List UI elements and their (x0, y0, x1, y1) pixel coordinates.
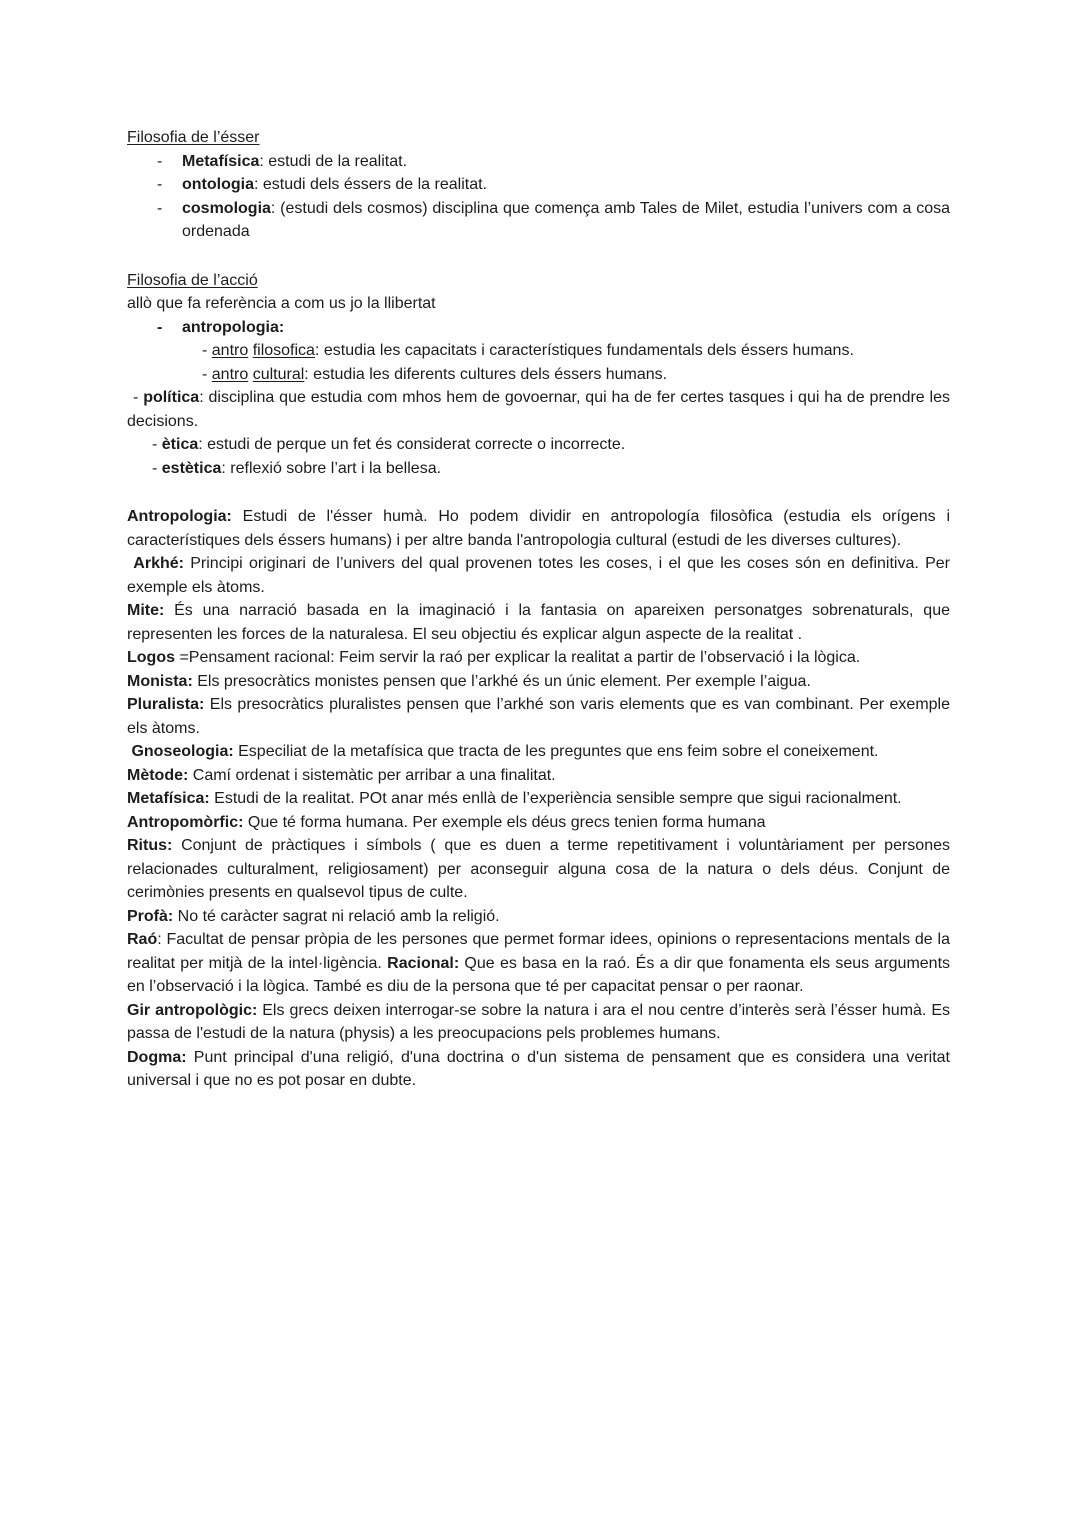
bullet-dash: - (157, 199, 163, 217)
list-item-metafisica (127, 150, 950, 174)
text-run: Ritus: (127, 837, 173, 854)
list-item-cosmologia (127, 197, 950, 244)
definition-pluralista (127, 693, 950, 740)
text-run: : reflexió sobre l’art i la bellesa. (221, 459, 442, 477)
definition-gir-antropologic (127, 999, 950, 1046)
text-run: Gir antropològic: (127, 1001, 258, 1019)
bullet-dash: - (157, 176, 163, 193)
text-run: Camí ordenat i sistemàtic per arribar a una finalitat. (188, 766, 556, 784)
text-run: Raó (127, 931, 158, 948)
definition-gnoseologia (127, 740, 950, 764)
text-run: Monista: (127, 672, 193, 690)
text-run: Conjunt de pràctiques i símbols ( que es duen a terme repetitivament i voluntàriament per persones relacionades culturalment, religiosament) per aconseguir alguna cosa de la natura o dels déus. Conjunt de cerimònies presents en qualsevol tipus de culte. (127, 837, 950, 901)
text-run: antropologia: (182, 318, 285, 336)
text-run: Antropomòrfic: (127, 813, 244, 831)
text-run: : (estudi dels cosmos) disciplina que comença amb Tales de Milet, estudia l’univers com a cosa ordenada (182, 199, 950, 240)
list-item-politica (127, 386, 950, 433)
blank-line (127, 244, 950, 269)
definition-monista (127, 670, 950, 694)
list-item-etica (127, 433, 950, 457)
text-run: És una narració basada en la imaginació i la fantasia on apareixen personatges sobrenaturals, que representen les forces de la naturalesa. El seu objectiu és explicar algun aspecte de la realitat . (127, 602, 950, 643)
definition-dogma (127, 1046, 950, 1093)
definition-antropomorfic (127, 811, 950, 835)
text-run: Els grecs deixen interrogar-se sobre la natura i ara el nou centre d’interès serà l’ésser humà. Es passa de l'estudi de la natura (physis) a les preocupacions pels problemes humans. (127, 1001, 950, 1042)
text-run: : disciplina que estudia com mhos hem de govoernar, qui ha de fer certes tasques i qui ha de prendre les decisions. (127, 389, 950, 430)
text-run: antro (211, 365, 249, 383)
definition-metode (127, 764, 950, 788)
text-run: =Pensament racional: Feim servir la raó per explicar la realitat a partir de l’observació i la lògica. (175, 649, 861, 666)
text-run: Punt principal d'una religió, d'una doctrina o d'un sistema de pensament que es considera una veritat universal i que no es pot posar en dubte. (127, 1048, 950, 1089)
sub-list-item-antro-filosofica (127, 339, 950, 363)
definition-rao (127, 928, 950, 999)
text-run: Gnoseologia: (127, 743, 234, 760)
text-run: Filosofia de l’acció (127, 271, 258, 289)
text-run: ontologia (182, 176, 254, 193)
text-run: No té caràcter sagrat ni relació amb la religió. (173, 907, 500, 925)
text-run: Arkhé: (127, 555, 184, 572)
text-run: : estudi de la realitat. (259, 152, 408, 170)
text-run: Els presocràtics pluralistes pensen que l’arkhé son varis elements que es van combinant. Per exemple els àtoms. (127, 696, 950, 737)
text-run: filosofica (252, 342, 315, 359)
text-run: Profà: (127, 907, 174, 925)
text-run: : estudi de perque un fet és considerat correcte o incorrecte. (198, 436, 626, 453)
text-run: cosmologia (182, 199, 271, 217)
text-run: ètica (161, 436, 199, 453)
list-item-antropologia (127, 316, 950, 340)
text-run: Estudi de l'ésser humà. Ho podem dividir en antropología filosòfica (estudia els orígens i característiques dels éssers humans) i per altre banda l'antropologia cultural (estudi de les diverses cultures). (127, 508, 950, 549)
text-run: política (143, 389, 200, 406)
definition-ritus (127, 834, 950, 905)
text-run: Metafísica (182, 152, 260, 170)
text-run: : estudia les diferents cultures dels éssers humans. (304, 365, 668, 383)
sub-list-item-antro-cultural (127, 363, 950, 387)
list-item-estetica (127, 457, 950, 481)
text-run: estètica (161, 459, 222, 477)
definition-profa (127, 905, 950, 929)
text-run: - (202, 365, 212, 383)
text-run: Racional: (387, 954, 460, 972)
text-run: allò que fa referència a com us jo la llibertat (127, 295, 436, 312)
text-run: Mètode: (127, 766, 189, 784)
definition-arkhe (127, 552, 950, 599)
text-run: : estudi dels éssers de la realitat. (253, 176, 487, 193)
section-heading-esser (127, 126, 950, 150)
text-run: - (133, 389, 144, 406)
document-body (127, 126, 950, 1093)
text-run: Els presocràtics monistes pensen que l’arkhé és un únic element. Per exemple l’aigua. (192, 672, 811, 690)
text-run: Que té forma humana. Per exemple els déus grecs tenien forma humana (243, 813, 766, 831)
text-run: Pluralista: (127, 696, 205, 713)
definition-mite (127, 599, 950, 646)
text-run: Estudi de la realitat. POt anar més enllà de l’experiència sensible sempre que sigui racionalment. (209, 790, 902, 807)
text-run: Dogma: (127, 1048, 187, 1066)
text-run: : Facultat de pensar pròpia de les persones que permet formar idees, opinions o representacions mentals de la realitat per mitjà de la intel·ligència. (127, 931, 950, 972)
definition-logos (127, 646, 950, 670)
text-run: antro (211, 342, 249, 359)
section-heading-accio (127, 269, 950, 293)
text-run: Metafísica: (127, 790, 210, 807)
bullet-dash: - (157, 152, 163, 170)
text-run: cultural (252, 365, 305, 383)
text-run: Logos (127, 649, 175, 666)
text-run: Principi originari de l’univers del qual provenen totes les coses, i el que les coses són en definitiva. Per exemple els àtoms. (127, 555, 951, 596)
list-item-ontologia (127, 173, 950, 197)
definition-metafisica (127, 787, 950, 811)
definition-antropologia (127, 505, 950, 552)
paragraph-llibertat (127, 292, 950, 316)
text-run: Antropologia: (127, 508, 232, 525)
blank-line (127, 480, 950, 505)
text-run: - (152, 459, 162, 477)
text-run: Especiliat de la metafísica que tracta de les preguntes que ens feim sobre el coneixement. (233, 743, 879, 760)
text-run: Filosofia de l’ésser (127, 129, 260, 146)
text-run: Mite: (127, 602, 165, 619)
text-run: : estudia les capacitats i característiques fundamentals dels éssers humans. (314, 342, 854, 359)
text-run: Que es basa en la raó. És a dir que fonamenta els seus arguments en l’observació i la lògica. També es diu de la persona que té per capacitat pensar o per raonar. (127, 954, 951, 995)
text-run: - (152, 436, 162, 453)
bullet-dash: - (157, 318, 163, 336)
text-run: - (202, 342, 212, 359)
